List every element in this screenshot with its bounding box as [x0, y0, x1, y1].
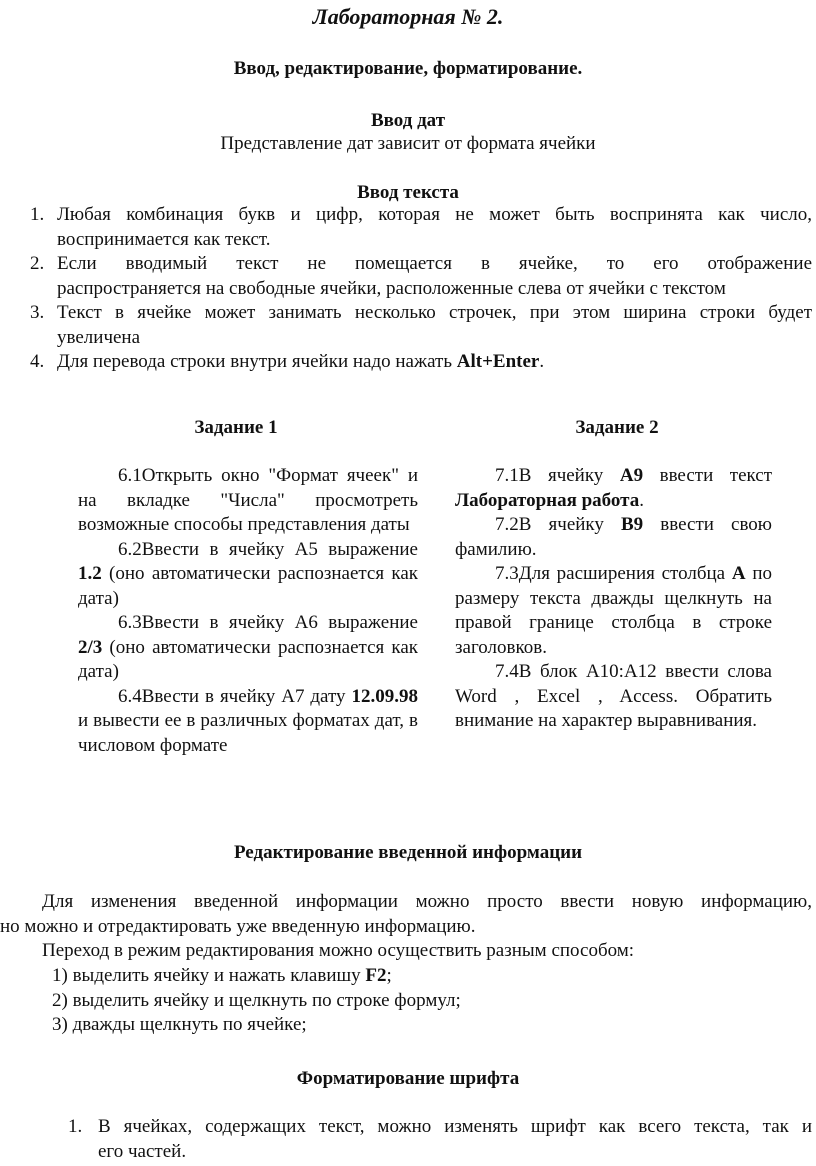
task1-step: 6.3Ввести в ячейку А6 выражение 2/3 (оно автоматически распознается как дата) [78, 612, 418, 682]
task2-column [455, 464, 772, 734]
dates-heading: Ввод дат [370, 110, 446, 131]
page-subtitle: Ввод, редактирование, форматирование. [233, 58, 583, 79]
task1-step: 6.2Ввести в ячейку А5 выражение 1.2 (оно автоматически распознается как дата) [78, 538, 418, 609]
list-item: 2. Если вводимый текст не помещается в ячейке, то его отображение распространяется на свободные ячейки, расположенные слева от ячейки с текстом [30, 253, 812, 299]
font-format-list [0, 1115, 816, 1164]
list-item: 3. Текст в ячейке может занимать несколько строчек, при этом ширина строки будет увеличена [30, 302, 812, 348]
list-item: 3) дважды щелкнуть по ячейке; [52, 1014, 307, 1035]
task1-step: 6.1Открыть окно "Формат ячеек" и на вкладке "Числа" просмотреть возможные способы представления даты [78, 465, 418, 535]
task2-heading: Задание 2 [575, 417, 659, 438]
list-item: 1. Любая комбинация букв и цифр, которая не может быть воспринята как число, воспринимается как текст. [30, 204, 812, 250]
editing-paragraph: Для изменения введенной информации можно просто ввести новую информацию, но можно и отредактировать уже введенную информацию. [0, 891, 812, 937]
list-item: 1. В ячейках, содержащих текст, можно изменять шрифт как всего текста, так и его частей. [68, 1116, 812, 1162]
text-entry-heading: Ввод текста [357, 182, 459, 203]
task2-step: 7.1В ячейку А9 ввести текст Лабораторная работа. [455, 465, 773, 511]
task2-step: 7.4В блок А10:А12 ввести слова Word , Excel , Access. Обратить внимание на характер выравнивания. [455, 661, 772, 731]
font-format-heading: Форматирование шрифта [296, 1068, 520, 1089]
editing-list [52, 964, 812, 1038]
list-item: 1) выделить ячейку и нажать клавишу F2; [52, 965, 392, 986]
editing-intro: Переход в режим редактирования можно осуществить разным способом: [42, 940, 635, 961]
task1-heading: Задание 1 [194, 417, 278, 438]
text-entry-list [0, 203, 816, 375]
list-item: 4. Для перевода строки внутри ячейки надо нажать Alt+Enter. [30, 351, 545, 372]
task1-step: 6.4Ввести в ячейку А7 дату 12.09.98 и вывести ее в различных форматах дат, в числовом формате [78, 685, 418, 756]
list-item: 2) выделить ячейку и щелкнуть по строке формул; [52, 989, 461, 1011]
task2-step: 7.3Для расширения столбца А по размеру текста дважды щелкнуть на правой границе столбца в строке заголовков. [455, 563, 772, 658]
editing-heading: Редактирование введенной информации [233, 842, 583, 863]
dates-text: Представление дат зависит от формата ячейки [220, 133, 596, 154]
task2-step: 7.2В ячейку В9 ввести свою фамилию. [455, 514, 772, 560]
page-title: Лабораторная № 2. [312, 4, 504, 29]
task1-column [78, 464, 418, 758]
